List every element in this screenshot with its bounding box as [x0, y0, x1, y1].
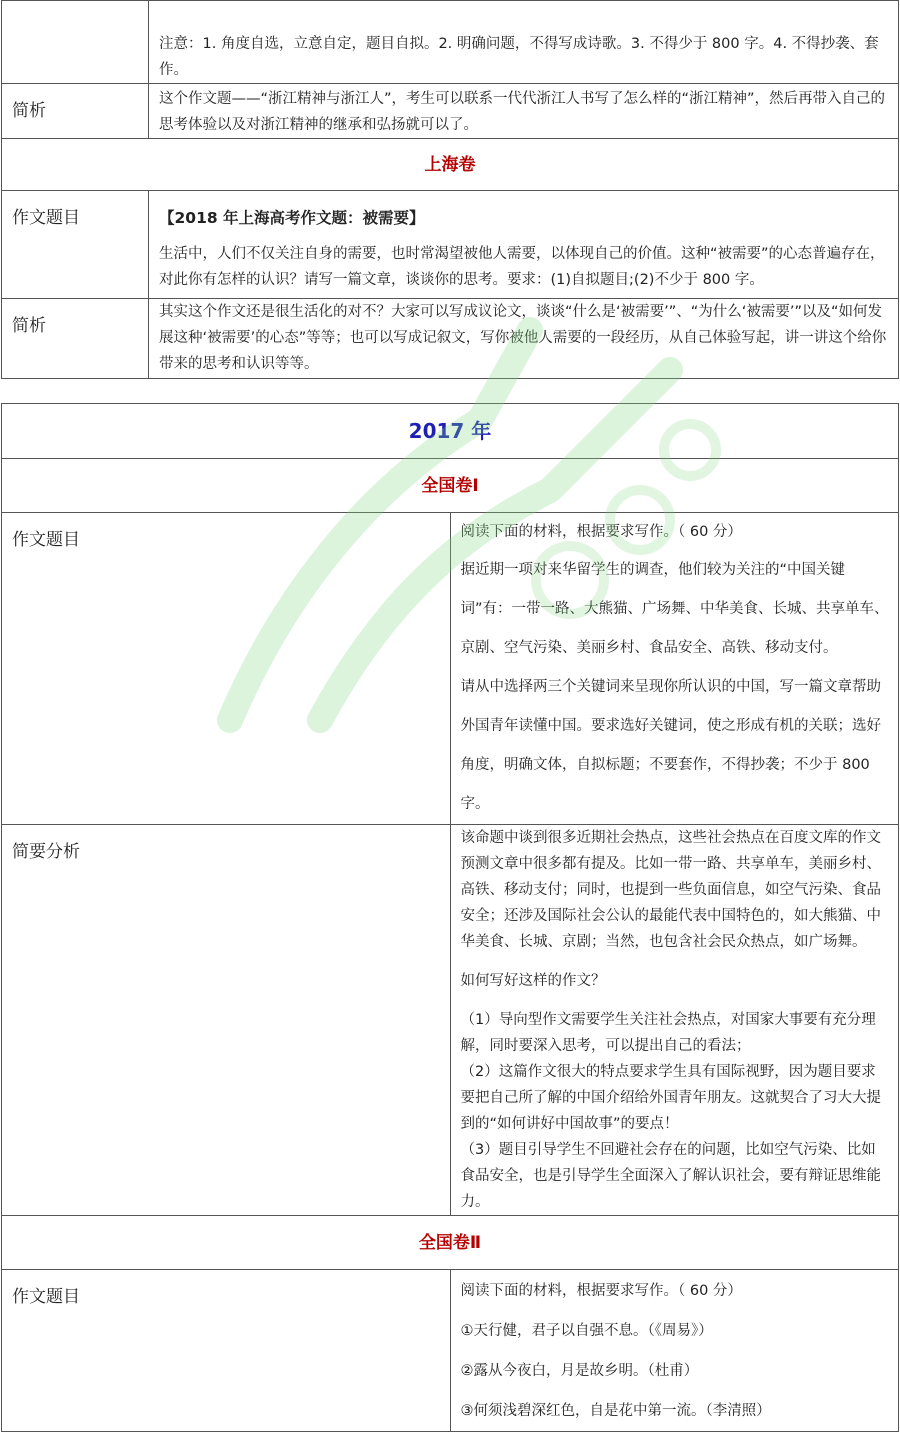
national1-a1: 该命题中谈到很多近期社会热点，这些社会热点在百度文库的作文预测文章中很多都有提及。比如一带一路、共享单车，美丽乡村、高铁、移动支付；同时，也提到一些负面信息，如空气污染、食品安全；还涉及国际社会公认的最能代表中国特色的，如大熊猫、中华美食、长城、京剧；当然，也包含社会民众热点，如广场舞。: [460, 830, 881, 950]
blank-label-cell: [2, 1, 149, 84]
national1-p1: 阅读下面的材料，根据要求写作。（ 60 分）: [460, 524, 742, 540]
national1-a4: （2）这篇作文很大的特点要求学生具有国际视野，因为题目要求要把自己所了解的中国介绍给外国青年朋友。这就契合了习大大提到的“如何讲好中国故事”的要点！: [460, 1064, 881, 1132]
note-cell: [149, 1, 899, 84]
table-2017: [1, 403, 899, 1432]
national1-p3: 请从中选择两三个关键词来呈现你所认识的中国，写一篇文章帮助外国青年读懂中国。要求选好关键词，使之形成有机的关联；选好角度，明确文体，自拟标题；不要套作，不得抄袭；不少于 800 字。: [460, 679, 881, 812]
shanghai-header: 上海卷: [2, 139, 899, 191]
shanghai-title: 【2018 年上海高考作文题：被需要】: [159, 209, 425, 227]
national1-a5: （3）题目引导学生不回避社会存在的问题，比如空气污染、比如食品安全，也是引导学生全面深入了解认识社会，要有辩证思维能力。: [460, 1142, 881, 1210]
national1-a3: （1）导向型作文需要学生关注社会热点，对国家大事要有充分理解，同时要深入思考，可以提出自己的看法；: [460, 1012, 876, 1054]
national2-q1: ①天行健，君子以自强不息。（《周易》）: [460, 1323, 713, 1339]
shanghai-analysis-cell: [149, 299, 899, 379]
shanghai-analysis-label: 简析: [2, 299, 149, 379]
analysis-label: 简析: [2, 84, 149, 139]
national2-q2: ②露从今夜白，月是故乡明。（杜甫）: [460, 1363, 699, 1379]
year-header: 2017 年: [2, 404, 899, 459]
national1-header: 全国卷Ⅰ: [2, 459, 899, 513]
national1-analysis-label: 简要分析: [2, 825, 451, 1216]
national1-a2: 如何写好这样的作文？: [460, 973, 606, 989]
analysis-cell: [149, 84, 899, 139]
national2-topic-cell: [450, 1270, 899, 1432]
national2-header: 全国卷Ⅱ: [2, 1216, 899, 1270]
table-2018: [1, 0, 899, 379]
analysis-text: 这个作文题——“浙江精神与浙江人”，考生可以联系一代代浙江人书写了怎么样的“浙江精神”，然后再带入自己的思考体验以及对浙江精神的继承和弘扬就可以了。: [159, 91, 886, 133]
note-text: 注意：1. 角度自选，立意自定，题目自拟。2. 明确问题，不得写成诗歌。3. 不得少于 800 字。4. 不得抄袭、套作。: [159, 36, 879, 78]
national1-topic-cell: [450, 513, 899, 825]
national2-q3: ③何须浅碧深红色，自是花中第一流。（李清照）: [460, 1403, 771, 1419]
national1-topic-label: 作文题目: [2, 513, 451, 825]
national1-analysis-cell: [450, 825, 899, 1216]
shanghai-analysis-text: 其实这个作文还是很生活化的对不？大家可以写成议论文，谈谈“什么是‘被需要’”、“为什么‘被需要’”以及“如何发展这种‘被需要’的心态”等等；也可以写成记叙文，写你被他人需要的一段经历，从自己体验写起，讲一讲这个给你带来的思考和认识等等。: [159, 304, 887, 372]
national2-topic-label: 作文题目: [2, 1270, 451, 1432]
national1-p2: 据近期一项对来华留学生的调查，他们较为关注的“中国关键词”有：一带一路、大熊猫、广场舞、中华美食、长城、共享单车、京剧、空气污染、美丽乡村、食品安全、高铁、移动支付。: [460, 562, 889, 656]
national2-p1: 阅读下面的材料，根据要求写作。（ 60 分）: [460, 1283, 742, 1299]
shanghai-topic-label: 作文题目: [2, 191, 149, 299]
shanghai-body: 生活中，人们不仅关注自身的需要，也时常渴望被他人需要，以体现自己的价值。这种“被需要”的心态普遍存在，对此你有怎样的认识？请写一篇文章，谈谈你的思考。要求：(1)自拟题目;(2)不少于 800 字。: [159, 246, 885, 288]
shanghai-topic-cell: [149, 191, 899, 299]
